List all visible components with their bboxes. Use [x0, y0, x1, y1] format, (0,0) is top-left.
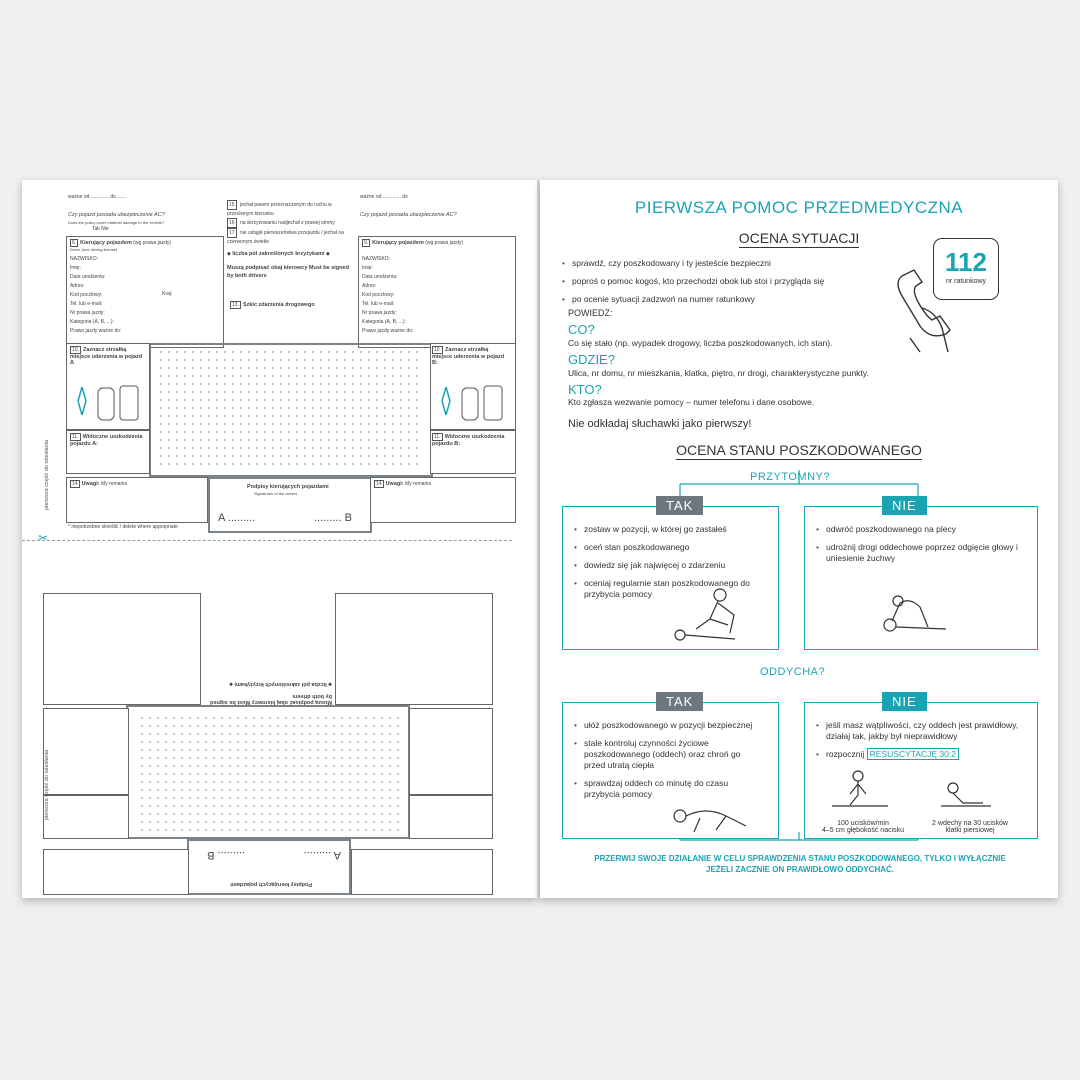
car-outline-icon — [72, 382, 142, 424]
rescue-breath-illustration-icon — [935, 780, 995, 810]
scissors-icon: ✂ — [38, 531, 49, 545]
driver-a-title: 6. Kierujący pojazdem (wg prawa jazdy) — [72, 240, 172, 246]
signatures-en: Signatures of the drivers — [254, 491, 298, 496]
side-label-top: pierwsza część do odesłania — [44, 439, 50, 510]
what-question: CO? — [568, 322, 595, 337]
impact-copy-b — [43, 708, 129, 795]
first-aid-page — [540, 180, 1058, 898]
cpr-highlight: RESUSCYTACJĘ 30:2 — [867, 748, 959, 760]
breathing-no-badge: NIE — [882, 692, 927, 711]
sketch-title-a: 13. Szkic zdarzenia drogowego — [232, 302, 315, 308]
damage-a-title: 11. Widoczne uszkodzenia pojazdu A: — [70, 434, 143, 447]
chest-compression-illustration-icon — [830, 770, 890, 810]
remarks-copy-b — [43, 849, 189, 895]
damage-copy-a — [409, 795, 493, 839]
who-question: KTO? — [568, 382, 602, 397]
cut-line — [22, 540, 512, 541]
ac-yes-no[interactable]: Tak Nie — [92, 226, 109, 232]
driver-copy-b — [43, 593, 201, 705]
driver-a-country: Kraj: — [162, 291, 173, 297]
damage-copy-b — [43, 795, 129, 839]
driver-a-fields: NAZWISKO: Imię: Data urodzenia: Adres: Kod pocztowy: Tel. lub e-mail: Nr prawa jazdy: Kategoria (A, B, ...): Prawo jazdy ważne do: — [70, 256, 122, 334]
side-label-bottom: pierwsza część do odesłania — [44, 749, 50, 820]
conscious-no-bullets: • odwróć poszkodowanego na plecy • udrożnij drogi oddechowe poprzez odgięcie głowy i uniesienie żuchwy — [816, 524, 1021, 571]
emergency-number-box[interactable] — [933, 238, 999, 300]
signature-copy-point-b: ......... B — [207, 849, 245, 861]
victim-heading: OCENA STANU POSZKODOWANEGO — [676, 442, 922, 458]
ac-question-en: Does the policy cover material damage to the vehicle? — [68, 220, 165, 225]
breathing-yes-bullets: • ułóż poszkodowanego w pozycji bezpiecznej • stale kontroluj czynności życiowe poszkodowanego (oddech) oraz chroń go przed utratą ciepła • sprawdzaj oddech co minutę do czasu przybycia pomocy — [574, 720, 764, 807]
impact-b-title: 10. Zaznacz strzałką miejsce uderzenia w pojazd B: — [432, 347, 505, 366]
remarks-a-title: 14 Uwagi: My remarks — [72, 481, 128, 487]
breathing-yes-badge: TAK — [656, 692, 703, 711]
what-answer: Co się stało (np. wypadek drogowy, liczba poszkodowanych, ich stan). — [568, 338, 833, 348]
page-title: PIERWSZA POMOC PRZEDMEDYCZNA — [634, 198, 964, 217]
breath-caption: 2 wdechy na 30 ucisków klatki piersiowej — [932, 820, 1008, 834]
conscious-no-badge: NIE — [882, 496, 927, 515]
situation-bullets: • sprawdź, czy poszkodowany i ty jesteście bezpieczni • poproś o pomoc kogoś, kto przechodzi obok lub stoi i przygląda się • po ocenie sytuacji zadzwoń na numer ratunkowy — [562, 258, 892, 312]
conscious-yes-bullets: • zostaw w pozycji, w której go zastałeś • oceń stan poszkodowanego • dowiedz się jak najwięcej o zdarzeniu • oceniaj regularnie stan poszkodowanego do przybycia pomocy — [574, 524, 764, 607]
valid-from-label-b: ważne od ............. do — [360, 194, 408, 200]
damage-b-title: 11. Widoczne uszkodzenia pojazdu B: — [432, 434, 505, 447]
ac-question: Czy pojazd posiada ubezpieczenie AC? — [68, 212, 165, 218]
hangup-note: Nie odkładaj słuchawki jako pierwszy! — [568, 418, 752, 430]
conscious-yes-badge: TAK — [656, 496, 703, 515]
check-victim-illustration-icon — [670, 585, 750, 645]
driver-b-title: 9. Kierujący pojazdem (wg prawa jazdy) — [364, 240, 464, 246]
where-question: GDZIE? — [568, 352, 615, 367]
breathing-question: ODDYCHA? — [760, 666, 826, 678]
signature-point-a: A ......... — [218, 512, 256, 524]
remarks-copy-a — [351, 849, 493, 895]
situation-heading: OCENA SYTUACJI — [738, 230, 860, 246]
accident-report-form-page — [22, 180, 537, 898]
impact-a-title: 10. Zaznacz strzałką miejsce uderzenia w pojazd A — [70, 347, 143, 366]
sketch-dot-grid-bottom[interactable] — [137, 714, 402, 834]
remarks-b-title: 14 Uwagi: My remarks — [376, 481, 432, 487]
driver-b-fields: NAZWISKO: Imię: Data urodzenia: Adres: Kod pocztowy: Tel. lub e-mail: Nr prawa jazdy: Kategoria (A, B, ...): Prawo jazdy ważne do: — [362, 256, 414, 334]
signatures-copy-title: Podpisy kierujących pojazdami — [230, 881, 312, 887]
ac-question-b: Czy pojazd posiada ubezpieczenie AC? — [360, 212, 457, 218]
circumstances-list: 15 jechał pasem przeznaczonym do ruchu w przeciwnym kierunku 16 na skrzyżowaniu nadjechał z prawej strony 17 nie ustąpił pierwszeństwa przejazdu / jechał na czerwonym świetle ◆ liczba pól zakreślonych krzyżykami ◆ Muszą podpisać obaj kierowcy Must be signed by both drivers — [227, 202, 349, 279]
signature-copy-point-a: A ......... — [303, 849, 341, 861]
where-answer: Ulica, nr domu, nr mieszkania, klatka, piętro, nr drogi, charakterystyczne punkty. — [568, 368, 869, 378]
conscious-question: PRZYTOMNY? — [750, 471, 830, 483]
who-answer: Kto zgłasza wezwanie pomocy – numer telefonu i dane osobowe. — [568, 397, 815, 407]
recovery-position-illustration-icon — [670, 798, 760, 834]
circumstances-copy: Muszą podpisać obaj kierowcy Must be signed by both drivers ◆ liczba pól zakreślonych krzyżykami ◆ — [210, 681, 332, 705]
footer-note: PRZERWIJ SWOJE DZIAŁANIE W CELU SPRAWDZENIA STANU POSZKODOWANEGO, TYLKO I WYŁĄCZNIE JEŻELI ZACZNIE ON PRAWIDŁOWO ODDYCHAĆ. — [594, 854, 1006, 875]
emergency-number: 112 — [945, 247, 987, 277]
signatures-title: Podpisy kierujących pojazdami — [247, 484, 329, 490]
say-label: POWIEDZ: — [568, 308, 613, 318]
form-copy-rotated — [22, 545, 537, 895]
driver-copy-a — [335, 593, 493, 705]
compression-caption: 100 ucisków/min 4–5 cm głębokość nacisku — [821, 820, 905, 834]
signature-point-b: ......... B — [314, 512, 352, 524]
sketch-dot-grid-top[interactable] — [157, 348, 422, 468]
delete-note: * niepotrzebne skreślić / delete where appropriate — [68, 524, 178, 530]
impact-copy-a — [409, 708, 493, 795]
valid-from-label: ważne od ............. do ....... — [68, 194, 127, 200]
breathing-no-bullets: • jeśli masz wątpliwości, czy oddech jest prawidłowy, działaj tak, jakby był nieprawidłowy • rozpocznij RESUSCYTACJĘ 30:2 — [816, 720, 1021, 767]
driver-a-en: Driver (see driving license) — [70, 247, 118, 252]
car-outline-icon-b — [436, 382, 506, 424]
airway-illustration-icon — [870, 595, 950, 640]
emergency-number-label: nr ratunkowy — [945, 278, 987, 285]
